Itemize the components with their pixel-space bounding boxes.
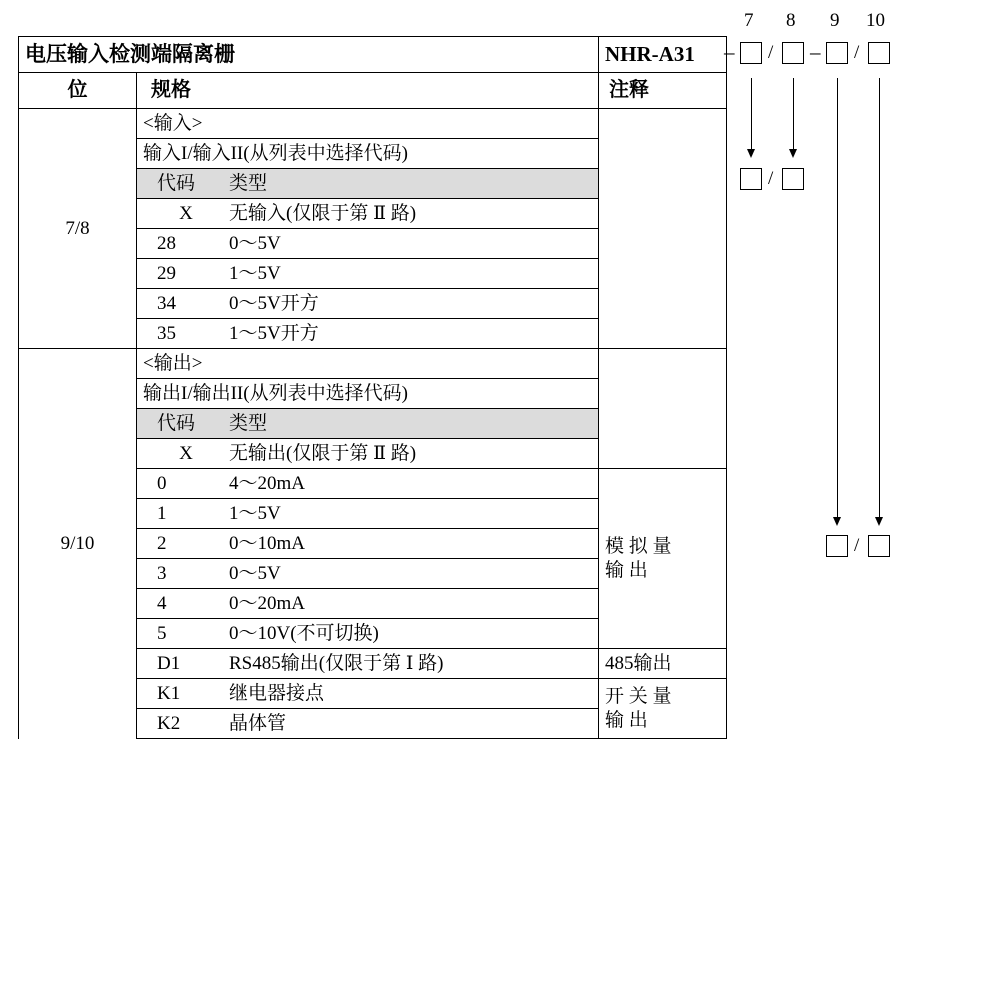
model-code-diagram xyxy=(726,0,990,600)
note-rs485-output: 485输出 xyxy=(599,649,727,679)
code-value: 3 xyxy=(157,562,167,584)
group-position-input: 7/8 xyxy=(19,109,137,349)
code-slash-910: / xyxy=(854,42,860,63)
code-value: K2 xyxy=(157,712,181,734)
code-value: X xyxy=(179,202,193,224)
note-switch-output xyxy=(599,679,727,739)
digit-label-9: 9 xyxy=(830,10,840,31)
input-code-box-ii[interactable] xyxy=(782,168,804,190)
code-type: 4～20mA xyxy=(229,472,306,494)
code-row-output-4 xyxy=(137,589,599,619)
code-row-input-29 xyxy=(137,259,599,289)
code-type: 1～5V xyxy=(229,262,281,284)
code-row-input-28 xyxy=(137,229,599,259)
code-header-input xyxy=(137,169,599,199)
note-empty xyxy=(599,169,727,199)
header-note: 注释 xyxy=(599,73,727,109)
code-type: 0～5V xyxy=(229,232,281,254)
model-number: NHR-A31 xyxy=(599,37,727,73)
input-pair-slash: / xyxy=(768,168,774,189)
digit-label-8: 8 xyxy=(786,10,796,31)
table-row xyxy=(19,349,727,379)
code-type: 0～10V(不可切换) xyxy=(229,622,379,644)
code-header-label: 代码 xyxy=(157,412,196,434)
code-header-output xyxy=(137,409,599,439)
digit-label-10: 10 xyxy=(866,10,885,31)
code-type: RS485输出(仅限于第 Ⅰ 路) xyxy=(229,652,444,674)
code-row-output-k1 xyxy=(137,679,599,709)
header-position: 位 xyxy=(19,73,137,109)
note-empty xyxy=(599,139,727,169)
code-value: 2 xyxy=(157,532,167,554)
code-row-output-x xyxy=(137,439,599,469)
code-value: 4 xyxy=(157,592,167,614)
code-slash-78: / xyxy=(768,42,774,63)
note-empty xyxy=(599,439,727,469)
code-dash-mid: – xyxy=(810,40,821,64)
code-type: 0～5V开方 xyxy=(229,292,319,314)
note-empty xyxy=(599,109,727,139)
code-value: 0 xyxy=(157,472,167,494)
code-row-output-3 xyxy=(137,559,599,589)
note-analog-line1: 模 拟 量 xyxy=(605,535,672,557)
code-value: X xyxy=(179,442,193,464)
code-value: D1 xyxy=(157,652,181,674)
header-spec: 规格 xyxy=(137,73,599,109)
code-value: 34 xyxy=(157,292,176,314)
code-row-output-d1 xyxy=(137,649,599,679)
note-analog-line2: 输 出 xyxy=(605,559,648,581)
table-header-row xyxy=(19,73,727,109)
code-type: 继电器接点 xyxy=(229,682,325,704)
section-desc-output: 输出I/输出II(从列表中选择代码) xyxy=(137,379,599,409)
code-dash-left: – xyxy=(724,40,735,64)
type-header-label: 类型 xyxy=(229,412,268,434)
type-header-label: 类型 xyxy=(229,172,268,194)
note-switch-line1: 开 关 量 xyxy=(605,685,672,707)
code-row-input-35 xyxy=(137,319,599,349)
output-pair-slash: / xyxy=(854,535,860,556)
section-title-output: <输出> xyxy=(137,349,599,379)
code-value: K1 xyxy=(157,682,181,704)
note-empty xyxy=(599,229,727,259)
note-empty xyxy=(599,199,727,229)
note-empty xyxy=(599,349,727,379)
note-empty xyxy=(599,379,727,409)
table-title-row xyxy=(19,37,727,73)
code-type: 1～5V xyxy=(229,502,281,524)
code-type: 晶体管 xyxy=(229,712,287,734)
digit-label-7: 7 xyxy=(744,10,754,31)
code-type: 1～5V开方 xyxy=(229,322,319,344)
code-box-9[interactable] xyxy=(826,42,848,64)
code-box-7[interactable] xyxy=(740,42,762,64)
code-type: 无输入(仅限于第 Ⅱ 路) xyxy=(229,202,417,224)
arrow-digit-8 xyxy=(793,78,794,150)
input-code-box-i[interactable] xyxy=(740,168,762,190)
code-row-output-2 xyxy=(137,529,599,559)
note-empty xyxy=(599,319,727,349)
code-value: 5 xyxy=(157,622,167,644)
code-row-input-x xyxy=(137,199,599,229)
group-position-output: 9/10 xyxy=(19,349,137,739)
arrow-digit-9 xyxy=(837,78,838,518)
code-row-input-34 xyxy=(137,289,599,319)
code-value: 29 xyxy=(157,262,176,284)
code-value: 1 xyxy=(157,502,167,524)
note-switch-line2: 输 出 xyxy=(605,709,648,731)
specification-table xyxy=(18,36,727,739)
arrow-digit-7 xyxy=(751,78,752,150)
table-row xyxy=(19,109,727,139)
section-desc-input: 输入I/输入II(从列表中选择代码) xyxy=(137,139,599,169)
code-type: 无输出(仅限于第 Ⅱ 路) xyxy=(229,442,417,464)
note-empty xyxy=(599,259,727,289)
code-row-output-5 xyxy=(137,619,599,649)
code-header-label: 代码 xyxy=(157,172,196,194)
code-row-output-1 xyxy=(137,499,599,529)
arrow-digit-10 xyxy=(879,78,880,518)
code-type: 0～10mA xyxy=(229,532,306,554)
code-row-output-0 xyxy=(137,469,599,499)
code-value: 35 xyxy=(157,322,176,344)
code-row-output-k2 xyxy=(137,709,599,739)
section-title-input: <输入> xyxy=(137,109,599,139)
code-box-8[interactable] xyxy=(782,42,804,64)
note-empty xyxy=(599,409,727,439)
code-type: 0～5V xyxy=(229,562,281,584)
code-type: 0～20mA xyxy=(229,592,306,614)
note-analog-output xyxy=(599,469,727,649)
code-box-10[interactable] xyxy=(868,42,890,64)
document-title: 电压输入检测端隔离栅 xyxy=(19,37,599,73)
output-code-box-i[interactable] xyxy=(826,535,848,557)
output-code-box-ii[interactable] xyxy=(868,535,890,557)
code-value: 28 xyxy=(157,232,176,254)
note-empty xyxy=(599,289,727,319)
